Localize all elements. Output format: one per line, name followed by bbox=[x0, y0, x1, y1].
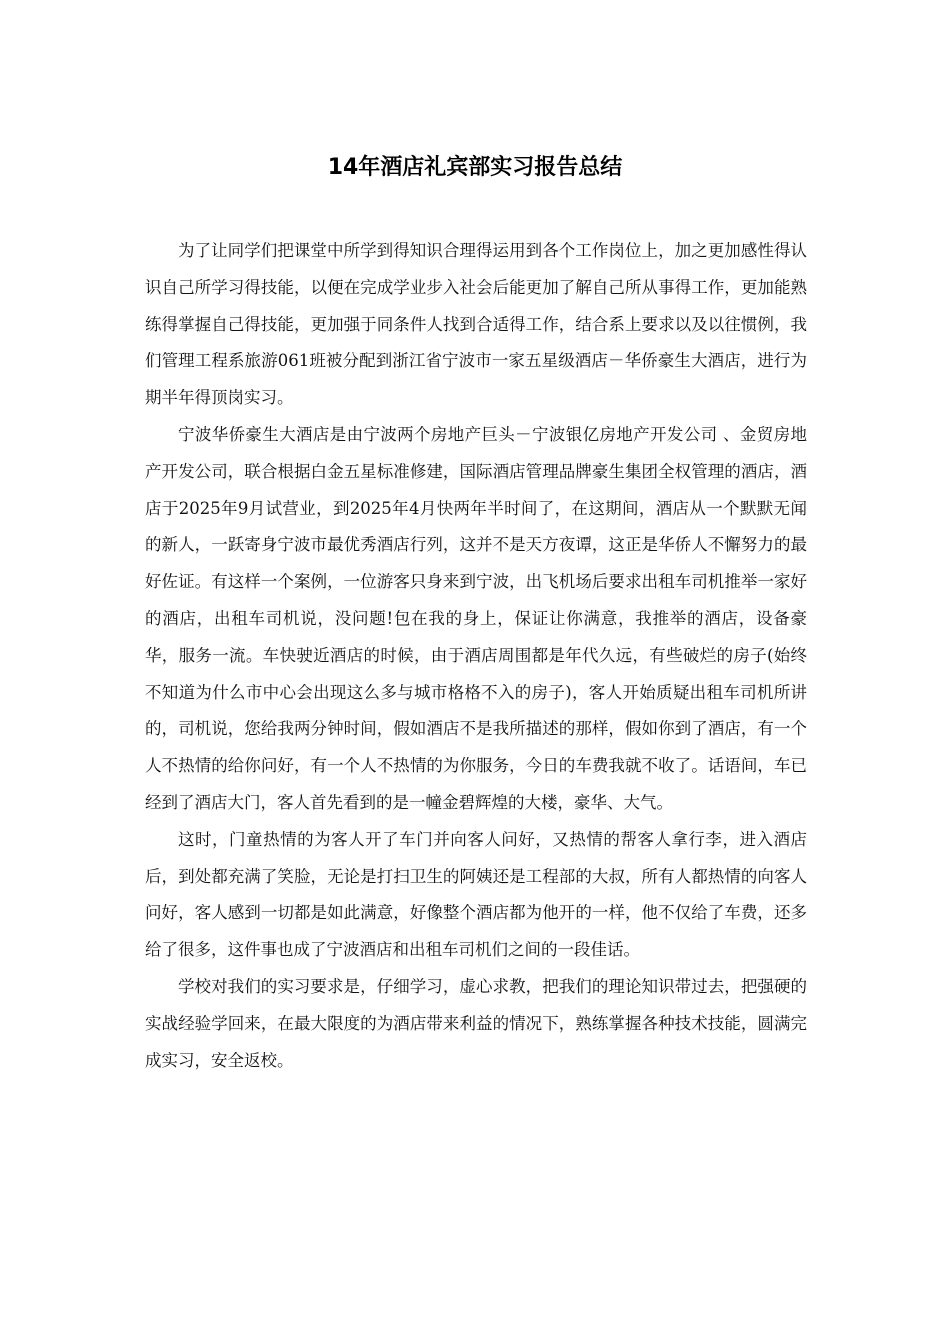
paragraph-hotel-story: 宁波华侨豪生大酒店是由宁波两个房地产巨头－宁波银亿房地产开发公司 、金贸房地产开发公司，联合根据白金五星标准修建，国际酒店管理品牌豪生集团全权管理的酒店，酒店于2025年9月试营业，到2025年4月快两年半时间了，在这期间，酒店从一个默默无闻的新人，一跃寄身宁波市最优秀酒店行列，这并不是天方夜谭，这正是华侨人不懈努力的最好佐证。有这样一个案例，一位游客只身来到宁波，出飞机场后要求出租车司机推举一家好的酒店，出租车司机说，没问题!包在我的身上，保证让你满意，我推举的酒店，设备豪华，服务一流。车快驶近酒店的时候，由于酒店周围都是年代久远，有些破烂的房子(始终不知道为什么市中心会出现这么多与城市格格不入的房子)，客人开始质疑出租车司机所讲的，司机说，您给我两分钟时间，假如酒店不是我所描述的那样，假如你到了酒店，有一个人不热情的给你问好，有一个人不热情的为你服务，今日的车费我就不收了。话语间，车已经到了酒店大门，客人首先看到的是一幢金碧辉煌的大楼，豪华、大气。 bbox=[145, 424, 807, 812]
document-title: 14年酒店礼宾部实习报告总结 bbox=[327, 155, 623, 180]
document-body bbox=[145, 233, 807, 1079]
paragraph-intro: 为了让同学们把课堂中所学到得知识合理得运用到各个工作岗位上，加之更加感性得认识自己所学习得技能，以便在完成学业步入社会后能更加了解自己所从事得工作，更加能熟练得掌握自己得技能，更加强于同条件人找到合适得工作，结合系上要求以及以往惯例，我们管理工程系旅游061班被分配到浙江省宁波市一家五星级酒店－华侨豪生大酒店，进行为期半年得顶岗实习。 bbox=[145, 241, 807, 408]
paragraph-school-requirements: 学校对我们的实习要求是，仔细学习，虚心求教，把我们的理论知识带过去，把强硬的实战经验学回来，在最大限度的为酒店带来利益的情况下，熟练掌握各种技术技能，圆满完成实习，安全返校。 bbox=[145, 976, 807, 1070]
paragraph-doorman: 这时，门童热情的为客人开了车门并向客人问好，又热情的帮客人拿行李，进入酒店后，到处都充满了笑脸，无论是打扫卫生的阿姨还是工程部的大叔，所有人都热情的向客人问好，客人感到一切都是如此满意，好像整个酒店都为他开的一样，他不仅给了车费，还多给了很多，这件事也成了宁波酒店和出租车司机们之间的一段佳话。 bbox=[145, 829, 807, 960]
